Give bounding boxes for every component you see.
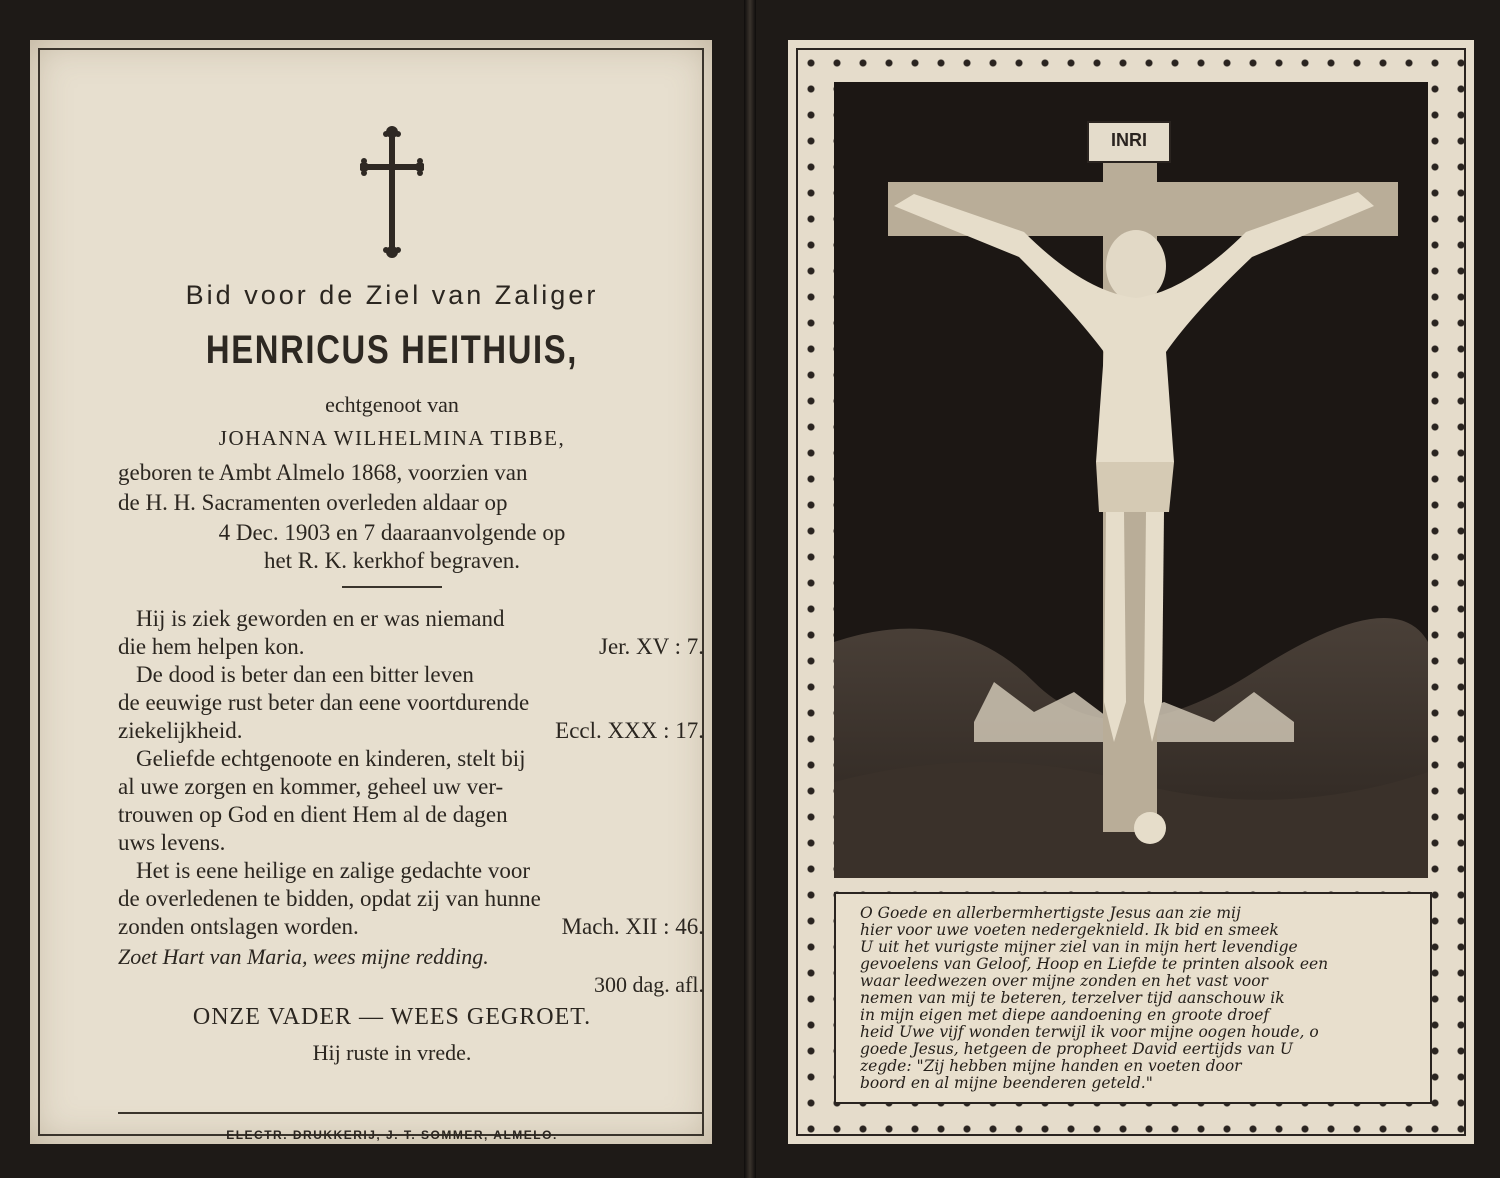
prayer-line: O Goede en allerbermhertigste Jesus aan zie mij bbox=[860, 904, 1241, 922]
rest-in-peace: Hij ruste in vrede. bbox=[312, 1040, 472, 1065]
prayer-line: nemen van mij te beteren, terzelver tijd aanschouw ik bbox=[860, 989, 1285, 1007]
verse-line: Geliefde echtgenoote en kinderen, stelt bij bbox=[136, 746, 526, 771]
prayer-line: U uit het vurigste mijner ziel van in mijn hert levendige bbox=[860, 938, 1298, 956]
verse-ref-row bbox=[118, 914, 704, 940]
verse-line: zonden ontslagen worden. bbox=[118, 914, 359, 939]
scripture-reference: Mach. XII : 46. bbox=[561, 914, 704, 939]
verse-line: Hij is ziek geworden en er was niemand bbox=[136, 606, 505, 631]
verse-line: trouwen op God en dient Hem al de dagen bbox=[118, 802, 508, 827]
verse-line: de eeuwige rust beter dan eene voortdurende bbox=[118, 690, 530, 715]
spouse-intro: echtgenoot van bbox=[325, 392, 459, 417]
verse-ref-row bbox=[118, 634, 704, 660]
cross-icon bbox=[360, 120, 424, 260]
crucifixion-engraving bbox=[834, 82, 1428, 878]
prayer-line: in mijn eigen met diepe aandoening en groote droef bbox=[860, 1006, 1270, 1024]
prayer-line: boord en al mijne beenderen geteld." bbox=[860, 1074, 1153, 1092]
prayer-line: hier voor uwe voeten nedergeknield. Ik bid en smeek bbox=[860, 921, 1279, 939]
verse-line: de overledenen te bidden, opdat zij van hunne bbox=[118, 886, 541, 911]
verse-line: uws levens. bbox=[118, 830, 226, 855]
prayer-text-box bbox=[834, 892, 1432, 1104]
devotional-image-panel bbox=[788, 40, 1474, 1144]
verse-line: De dood is beter dan een bitter leven bbox=[136, 662, 474, 687]
spouse-name: JOHANNA WILHELMINA TIBBE, bbox=[218, 426, 566, 450]
indulgence: 300 dag. afl. bbox=[594, 972, 704, 997]
verse-line: ziekelijkheid. bbox=[118, 718, 243, 743]
deceased-name: HENRICUS HEITHUIS, bbox=[205, 328, 579, 372]
printer-credit: ELECTR. DRUKKERIJ, J. T. SOMMER, ALMELO. bbox=[226, 1128, 558, 1142]
verse-ref-row bbox=[118, 718, 704, 744]
prayer-line: heid Uwe vijf wonden terwijl ik voor mijne oogen houde, o bbox=[860, 1023, 1319, 1041]
scripture-reference: Jer. XV : 7. bbox=[599, 634, 704, 659]
crucifixion-illustration bbox=[834, 82, 1428, 878]
prayer-line: waar leedwezen over mijne zonden en het vast voor bbox=[860, 972, 1268, 990]
bottom-divider bbox=[118, 1112, 704, 1114]
prayer-line: goede Jesus, hetgeen de propheet David eertijds van U bbox=[860, 1040, 1293, 1058]
verse-line: al uwe zorgen en kommer, geheel uw ver- bbox=[118, 774, 504, 799]
bio-line: het R. K. kerkhof begraven. bbox=[263, 548, 521, 573]
bio-line: geboren te Ambt Almelo 1868, voorzien van bbox=[118, 460, 528, 485]
verse-line: Het is eene heilige en zalige gedachte voor bbox=[136, 858, 531, 883]
memorial-heading: Bid voor de Ziel van Zaliger bbox=[185, 280, 599, 310]
closing-prayers: ONZE VADER — WEES GEGROET. bbox=[192, 1004, 592, 1030]
inri-inscription: INRI bbox=[1111, 130, 1147, 150]
bio-line: de H. H. Sacramenten overleden aldaar op bbox=[118, 490, 508, 515]
prayer-line: gevoelens van Geloof, Hoop en Liefde te printen alsook een bbox=[860, 955, 1329, 973]
bio-line: 4 Dec. 1903 en 7 daaraanvolgende op bbox=[218, 520, 566, 545]
memorial-text-panel bbox=[30, 40, 712, 1144]
verse-line: die hem helpen kon. bbox=[118, 634, 305, 659]
divider bbox=[342, 586, 442, 588]
card-fold bbox=[744, 0, 756, 1178]
invocation: Zoet Hart van Maria, wees mijne redding. bbox=[118, 944, 489, 969]
prayer-line: zegde: "Zij hebben mijne handen en voeten door bbox=[860, 1057, 1242, 1075]
scripture-reference: Eccl. XXX : 17. bbox=[555, 718, 704, 743]
